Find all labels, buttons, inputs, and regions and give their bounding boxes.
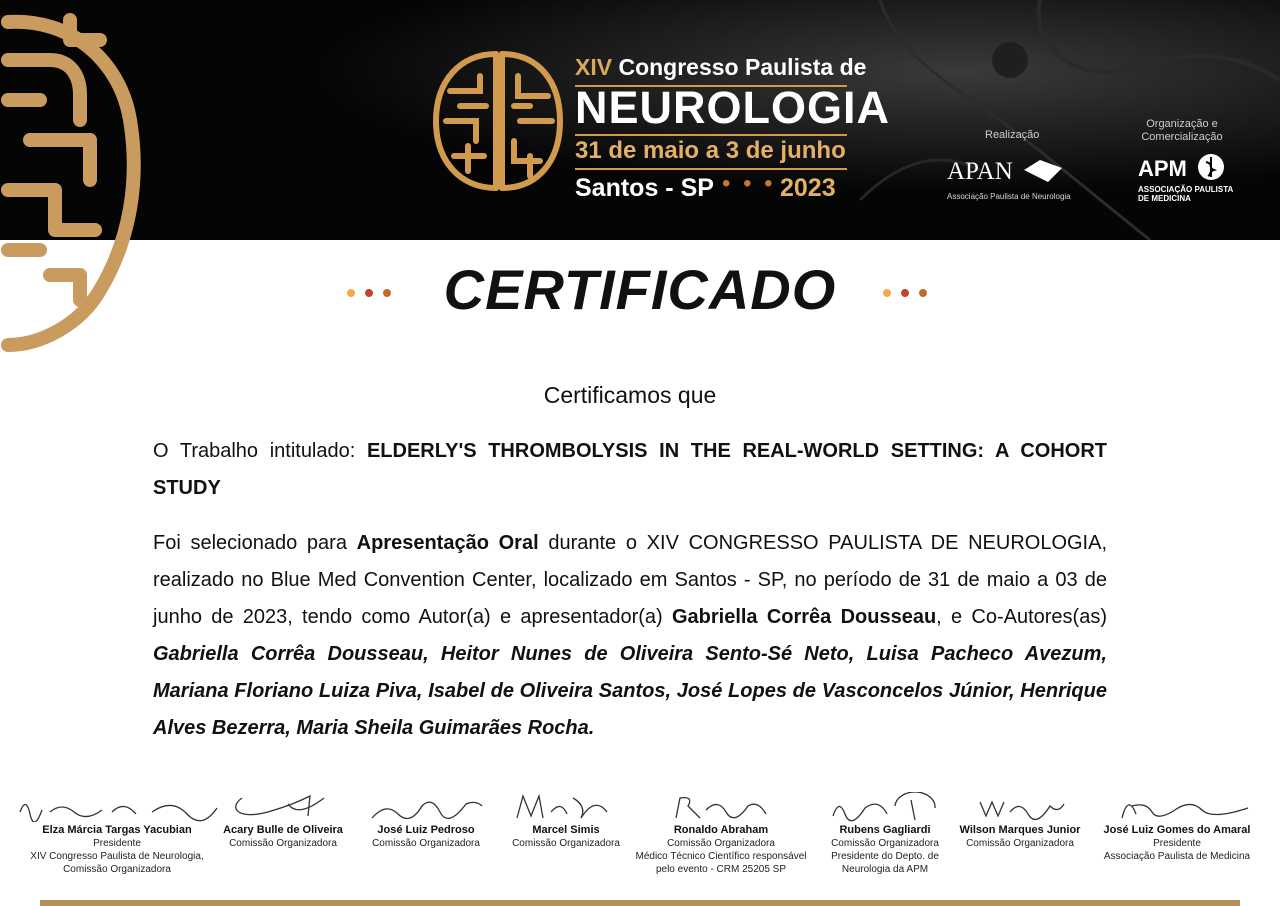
apan-map-icon (1022, 156, 1064, 186)
presenting-author: Gabriella Corrêa Dousseau (671, 606, 937, 628)
signature-block: José Luiz Pedroso Comissão Organizadora (366, 792, 486, 850)
certify-line: Certificamos que (543, 382, 717, 408)
signature-block: Rubens Gagliardi Comissão Organizadora Presidente do Depto. de Neurologia da APM (822, 792, 948, 876)
caduceus-icon (1196, 152, 1226, 182)
congress-year: 2023 (780, 174, 836, 202)
congress-dates: 31 de maio a 3 de junho (575, 137, 846, 164)
congress-edition: XIV Congresso Paulista de (575, 54, 867, 80)
signature-block: Wilson Marques Junior Comissão Organizadora (956, 792, 1084, 850)
handwritten-signature (366, 792, 486, 822)
title-dots-right (883, 284, 937, 302)
work-title-paragraph: O Trabalho intitulado: ELDERLY'S THROMBOLYSIS IN THE REAL-WORLD SETTING: A COHORT STUDY (153, 440, 1107, 499)
work-title: ELDERLY'S THROMBOLYSIS IN THE REAL-WORLD SETTING: A COHORT STUDY (153, 440, 1107, 499)
handwritten-signature (511, 792, 621, 822)
handwritten-signature (228, 792, 338, 822)
presentation-mode: Apresentação Oral (356, 532, 539, 554)
header-banner (0, 0, 1280, 240)
apan-subtitle: Associação Paulista de Neurologia (947, 192, 1071, 201)
certificate-title: CERTIFICADO (443, 258, 837, 321)
apan-logo: APAN (947, 158, 1013, 185)
handwritten-signature (970, 792, 1070, 822)
gold-rule (575, 168, 847, 170)
congress-name: NEUROLOGIA (575, 82, 891, 133)
signature-block: Acary Bulle de Oliveira Comissão Organizadora (222, 792, 344, 850)
bottom-gold-bar (40, 900, 1240, 906)
apm-subtitle: ASSOCIAÇÃO PAULISTA DE MEDICINA (1138, 185, 1234, 203)
signature-block: Marcel Simis Comissão Organizadora (506, 792, 626, 850)
congress-city: Santos - SP (575, 174, 714, 202)
organizacao-label: Organização e Comercialização (1141, 118, 1223, 143)
handwritten-signature (666, 792, 776, 822)
handwritten-signature (1102, 792, 1252, 822)
handwritten-signature (825, 792, 945, 822)
signature-block: José Luiz Gomes do Amaral Presidente Associação Paulista de Medicina (1098, 792, 1256, 863)
handwritten-signature (12, 792, 222, 822)
gold-rule (575, 134, 847, 136)
signature-block: Elza Márcia Targas Yacubian Presidente XIV Congresso Paulista de Neurologia, Comissão Organizadora (12, 792, 222, 876)
signature-block: Ronaldo Abraham Comissão Organizadora Médico Técnico Científico responsável pelo evento - CRM 25205 SP (632, 792, 810, 876)
decorative-dots: • • • (722, 170, 776, 197)
apm-logo: APM (1138, 156, 1187, 181)
co-authors: Gabriella Corrêa Dousseau, Heitor Nunes de Oliveira Sento-Sé Neto, Luisa Pacheco Avezum, Mariana Floriano Luiza Piva, Isabel de Oliveira Santos, José Lopes de Vasconcelos Júnior, Henrique Alves Bezerra, Maria Sheila Guimarães Rocha. (153, 643, 1107, 739)
presentation-paragraph: Foi selecionado para Apresentação Oral durante o XIV CONGRESSO PAULISTA DE NEUROLOGIA, realizado no Blue Med Convention Center, localizado em Santos - SP, no período de 31 de maio a 03 de junho de 2023, tendo como Autor(a) e apresentador(a) Gabriella Corrêa Dousseau, e Co-Autores(as) Gabriella Corrêa Dousseau, Heitor Nunes de Oliveira Sento-Sé Neto, Luisa Pacheco Avezum, Mariana Floriano Luiza Piva, Isabel de Oliveira Santos, José Lopes de Vasconcelos Júnior, Henrique Alves Bezerra, Maria Sheila Guimarães Rocha. (153, 532, 1108, 739)
realizacao-label: Realização (985, 129, 1040, 141)
congress-brain-logo (430, 46, 565, 196)
